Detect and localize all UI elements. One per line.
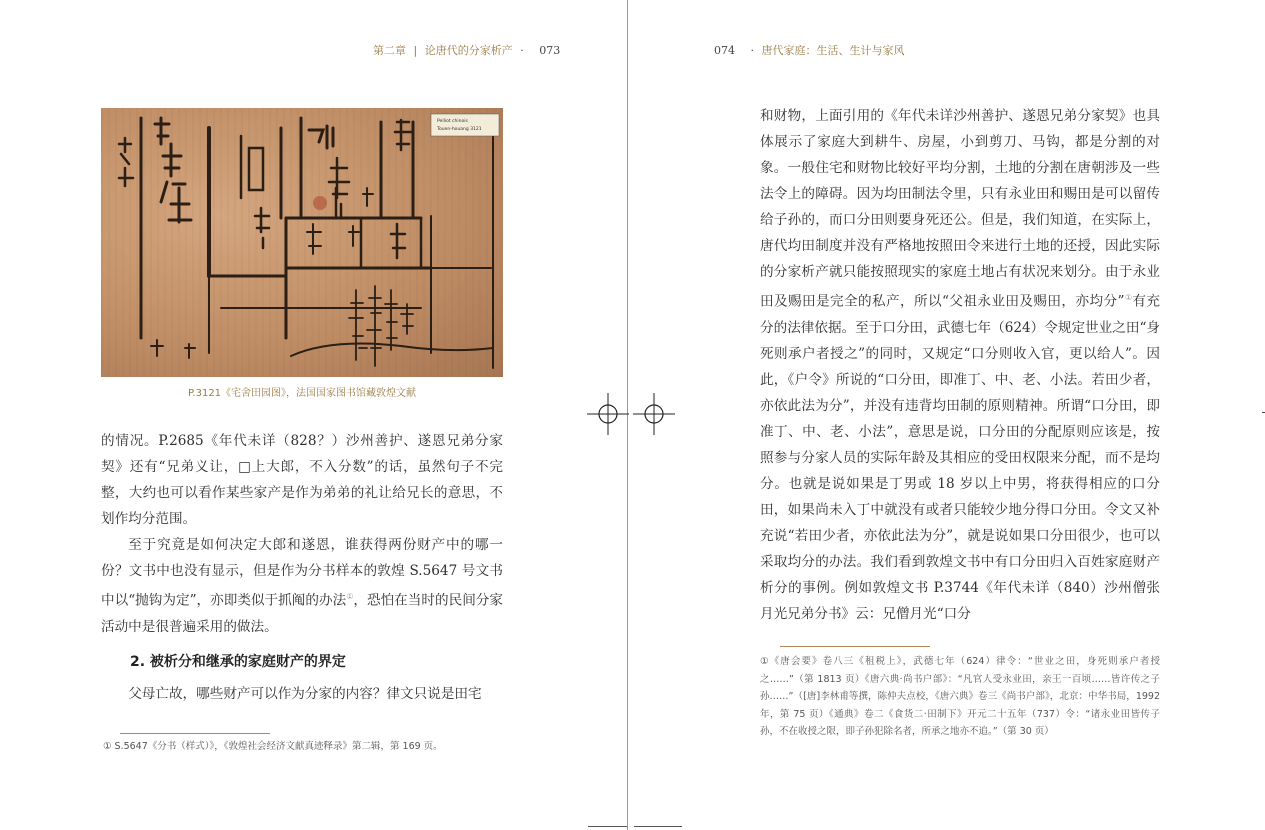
book-title: 唐代家庭：生活、生计与家风: [761, 44, 905, 57]
head-dot-right: ·: [750, 44, 754, 57]
registration-mark-right: [633, 393, 675, 435]
paragraph-2-text-after: ，恐怕在当时的民间分家活动中是很普遍采用的做法。: [101, 592, 504, 635]
paragraph-right: [760, 103, 1160, 627]
page-number-left: 073: [539, 44, 561, 57]
paragraph-2-text: 至于究竟是如何决定大郎和遂恩，谁获得两份财产中的哪一份？文书中也没有显示，但是作为分书样本的敦煌 S.5647 号文书中以“抛钩为定”，亦即类似于抓阄的办法: [101, 537, 503, 609]
svg-text:Touen-houang 3121: Touen-houang 3121: [437, 127, 482, 132]
paragraph-right-text-after: 有充分的法律依据。至于口分田，武德七年（624）令规定世业之田“身死则承户者授之”的同时，又规定“口分则收入官，更以给人”。因此，《户令》所说的“口分田，即准丁、中、老、小法。若田少者，亦依此法为分”，并没有违背均田制的原则精神。所谓“口分田，即准丁、中、老、小法”，意思是说，口分田的分配原则应该是，按照参与分家人员的实际年龄及其相应的受田权限来分配，而不是均分。也就是说如果是丁男或 18 岁以上中男，将获得相应的口分田，如果尚未入丁中就没有或者只能较少地分得口分田。令文又补充说“若田少者，亦依此法为分”，就是说如果口分田很少，也可以采取均分的办法。我们看到敦煌文书中有口分田归入百姓家庭财产析分的事例。例如敦煌文书 P.3744《年代未详（840）沙州僧张月光兄弟分书》云：兄僧月光“口分: [760, 293, 1161, 622]
paragraph-3-text: 父母亡故，哪些财产可以作为分家的内容？律文只说是田宅: [128, 686, 482, 702]
footnote-left: ① S.5647《分书（样式）》，《敦煌社会经济文献真迹释录》第二辑，第 169 页。: [103, 741, 443, 752]
chapter-label: 第二章: [373, 44, 406, 57]
section-heading: 2. 被析分和继承的家庭财产的界定: [130, 654, 346, 670]
chapter-title: 论唐代的分家析产: [424, 44, 513, 57]
footnote-rule-right: [780, 646, 930, 647]
figure-caption: P.3121《宅舍田园图》，法国国家图书馆藏敦煌文献: [187, 388, 417, 399]
manuscript-drawing: [101, 108, 503, 377]
footnote-rule-left: [120, 733, 270, 734]
paragraph-3: [101, 681, 503, 707]
footnote-right: ①《唐会要》卷八三《租税上》，武德七年（624）律令：“世业之田，身死则承户者授之……”（第 1813 页）《唐六典·尚书户部》：“凡官人受永业田，亲王一百顷……皆许传之子孙……”（[唐]李林甫等撰，陈仲夫点校，《唐六典》卷三《尚书户部》，北京：中华书局，1992 年，第 75 页）《通典》卷二《食货二·田制下》开元二十五年（737）令：“诸永业田皆传子孙，不在收授之限，即子孙犯除名者，所承之地亦不追。”（第 30 页）: [760, 656, 1160, 737]
paragraph-2: [101, 532, 503, 640]
footnote-ref-right[interactable]: ①: [1124, 293, 1133, 302]
bottom-rule-left: [588, 826, 628, 827]
paragraph-right-text: 和财物，上面引用的《年代未详沙州善护、遂恩兄弟分家契》也具体展示了家庭大到耕牛、房屋，小到剪刀、马钩，都是分割的对象。一般住宅和财物比较好平均分割，土地的分割在唐朝涉及一些法令上的障碍。因为均田制法令里，只有永业田和赐田是可以留传给子孙的，而口分田则要身死还公。但是，我们知道，在实际上，唐代均田制度并没有严格地按照田令来进行土地的还授，因此实际的分家析产就只能按照现实的家庭土地占有状况来划分。由于永业田及赐田是完全的私产，所以“父祖永业田及赐田，亦均分”: [760, 108, 1160, 310]
footnote-ref-1[interactable]: ①: [346, 592, 354, 601]
right-page: [634, 0, 1265, 830]
bottom-rule-right: [634, 826, 682, 827]
svg-text:Pelliot chinois: Pelliot chinois: [437, 119, 468, 124]
manuscript-figure: [101, 108, 503, 377]
left-page: [0, 0, 628, 830]
registration-mark-left: [587, 393, 629, 435]
running-head-right: [714, 42, 905, 58]
head-dot: ·: [520, 44, 524, 57]
paragraph-1: [101, 428, 503, 532]
head-separator: |: [413, 44, 418, 57]
paragraph-1-text: 的情况。P.2685《年代未详（828？）沙州善护、遂恩兄弟分家契》还有“兄弟义让，□上大郎，不入分数”的话，虽然句子不完整，大约也可以看作某些家产是作为弟弟的礼让给兄长的意思，不划作均分范围。: [101, 433, 503, 527]
running-head-left: [373, 42, 560, 58]
page-number-right: 074: [714, 44, 735, 57]
